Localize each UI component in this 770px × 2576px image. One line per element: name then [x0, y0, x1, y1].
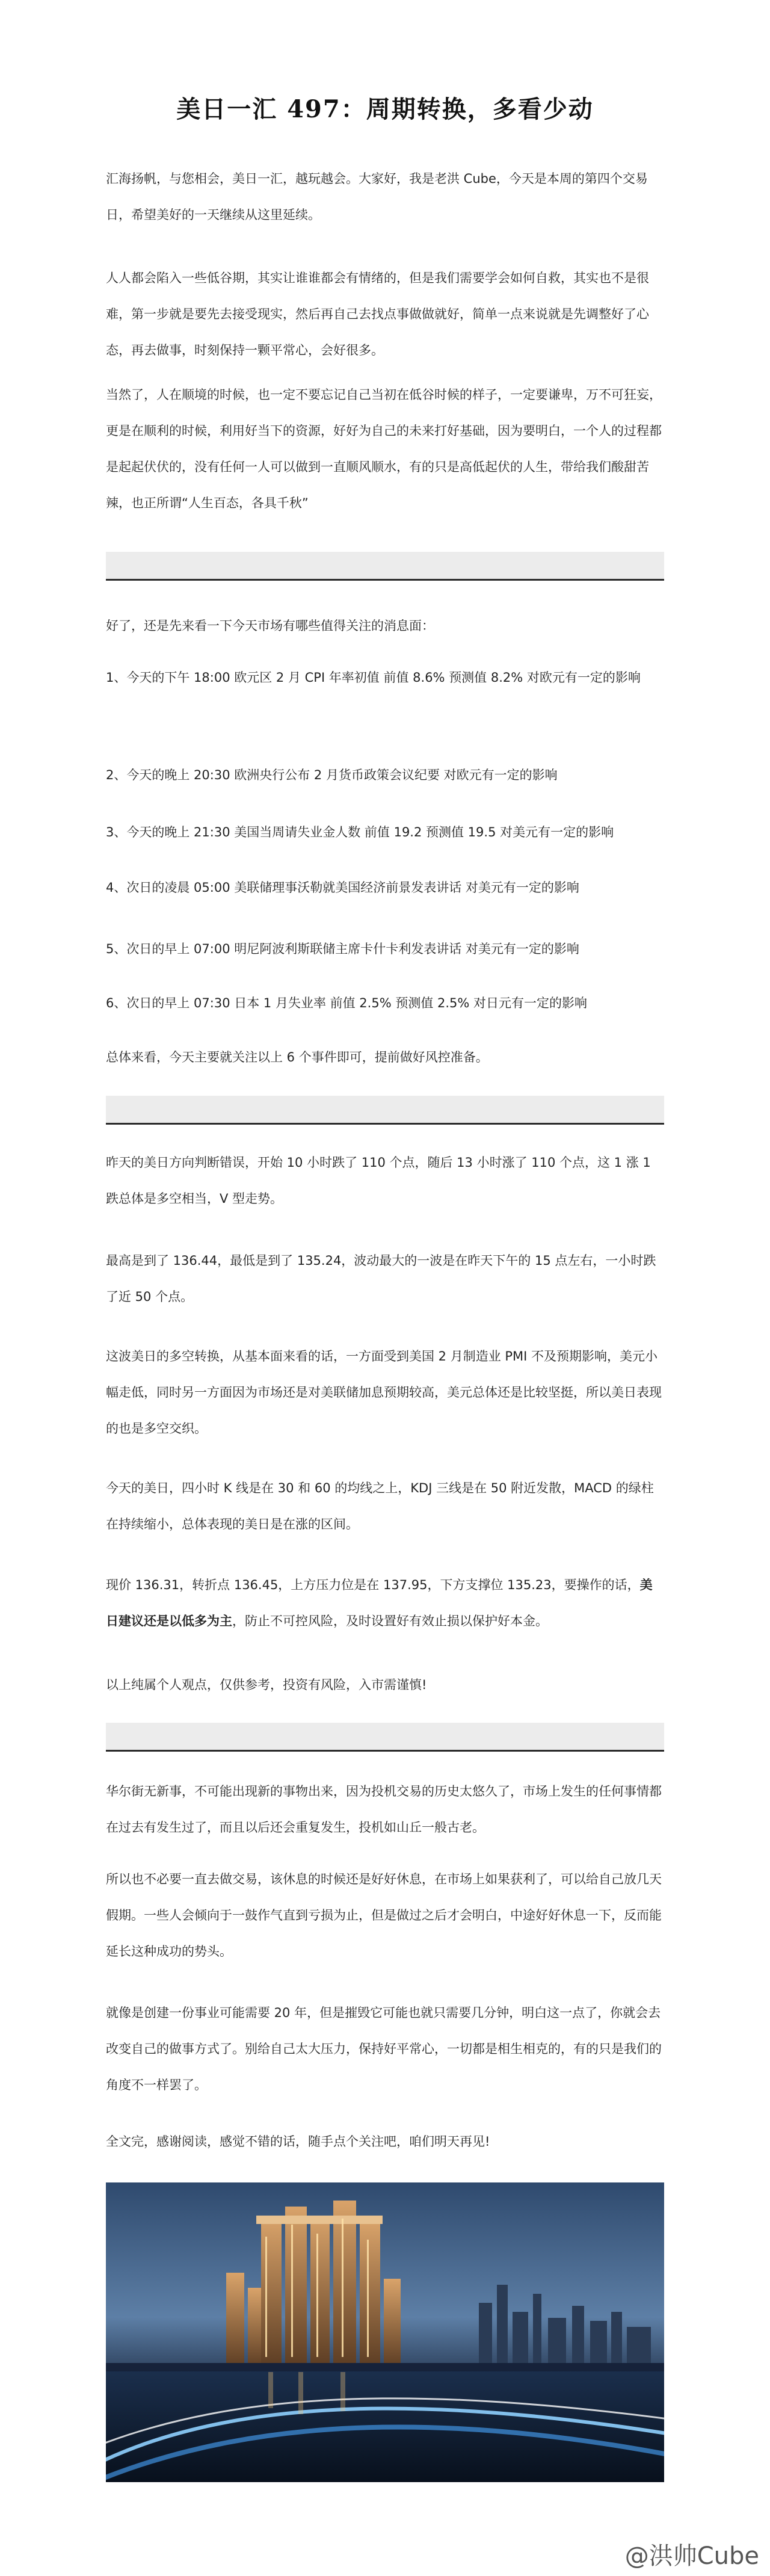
event-item: 5、次日的早上 07:00 明尼阿波利斯联储主席卡什卡利发表讲话 对美元有一定的影响 — [106, 942, 579, 956]
events-intro: 好了，还是先来看一下今天市场有哪些值得关注的消息面： — [106, 619, 434, 633]
section-divider — [106, 552, 664, 581]
intro-paragraph: 当然了，人在顺境的时候，也一定不要忘记自己当初在低谷时候的样子，一定要谦卑，万不可狂妄，更是在顺利的时候，利用好当下的资源，好好为自己的未来打好基础，因为要明白，一个人的过程都是起起伏伏的，没有任何一人可以做到一直顺风顺水，有的只是高低起伏的人生，带给我们酸甜苦辣，也正所谓“人生百态，各具千秋” — [106, 388, 662, 510]
analysis-paragraph: 昨天的美日方向判断错误，开始 10 小时跌了 110 个点，随后 13 小时涨了 110 个点，这 1 涨 1 跌总体是多空相当，V 型走势。 — [106, 1155, 651, 1206]
disclaimer-text: 以上纯属个人观点，仅供参考，投资有风险，入市需谨慎! — [106, 1678, 427, 1692]
analysis-paragraph: 这波美日的多空转换，从基本面来看的话，一方面受到美国 2 月制造业 PMI 不及预期影响，美元小幅走低，同时另一方面因为市场还是对美联储加息预期较高，美元总体还是比较坚挺，所以美日表现的也是多空交织。 — [106, 1349, 662, 1436]
strategy-text: ，防止不可控风险，及时设置好有效止损以保护好本金。 — [232, 1614, 548, 1628]
intro-paragraph: 人人都会陷入一些低谷期，其实让谁谁都会有情绪的，但是我们需要学会如何自救，其实也不是很难，第一步就是要先去接受现实，然后再自己去找点事做做就好，简单一点来说就是先调整好了心态，再去做事，时刻保持一颗平常心，会好很多。 — [106, 271, 649, 357]
section-divider — [106, 1723, 664, 1752]
event-item: 1、今天的下午 18:00 欧元区 2 月 CPI 年率初值 前值 8.6% 预测值 8.2% 对欧元有一定的影响 — [106, 670, 641, 685]
event-item: 2、今天的晚上 20:30 欧洲央行公布 2 月货币政策会议纪要 对欧元有一定的影响 — [106, 768, 558, 782]
event-item: 6、次日的早上 07:30 日本 1 月失业率 前值 2.5% 预测值 2.5% 对日元有一定的影响 — [106, 996, 588, 1010]
article-title: 美日一汇 497：周期转换，多看少动 — [176, 95, 594, 123]
analysis-paragraph: 今天的美日，四小时 K 线是在 30 和 60 的均线之上，KDJ 三线是在 50 附近发散，MACD 的绿柱在持续缩小，总体表现的美日是在涨的区间。 — [106, 1481, 654, 1531]
divider-line — [106, 1123, 664, 1125]
strategy-highlight: 美日建议还是以低多为主 — [106, 1578, 653, 1628]
event-item: 4、次日的凌晨 05:00 美联储理事沃勒就美国经济前景发表讲话 对美元有一定的影响 — [106, 880, 579, 895]
cityscape-night-photo — [106, 2182, 664, 2482]
section-divider — [106, 1096, 664, 1125]
closing-paragraph: 就像是创建一份事业可能需要 20 年，但是摧毁它可能也就只需要几分钟，明白这一点了，你就会去改变自己的做事方式了。别给自己太大压力，保持好平常心，一切都是相生相克的，有的只是我们的角度不一样罢了。 — [106, 2006, 662, 2092]
divider-line — [106, 1750, 664, 1752]
intro-paragraph: 汇海扬帆，与您相会，美日一汇，越玩越会。大家好，我是老洪 Cube，今天是本周的第四个交易日，希望美好的一天继续从这里延续。 — [106, 171, 648, 222]
event-item: 3、今天的晚上 21:30 美国当周请失业金人数 前值 19.2 预测值 19.5 对美元有一定的影响 — [106, 825, 614, 839]
divider-line — [106, 579, 664, 581]
analysis-paragraph: 最高是到了 136.44，最低是到了 135.24，波动最大的一波是在昨天下午的 15 点左右，一小时跌了近 50 个点。 — [106, 1253, 656, 1304]
events-summary: 总体来看，今天主要就关注以上 6 个事件即可，提前做好风控准备。 — [106, 1050, 488, 1064]
closing-paragraph: 所以也不必要一直去做交易，该休息的时候还是好好休息，在市场上如果获利了，可以给自己放几天假期。一些人会倾向于一鼓作气直到亏损为止，但是做过之后才会明白，中途好好休息一下，反而能延长这种成功的势头。 — [106, 1872, 662, 1959]
author-watermark: @洪帅Cube — [624, 2542, 759, 2570]
strategy-text: 现价 136.31，转折点 136.45，上方压力位是在 137.95，下方支撑位 135.23，要操作的话， — [106, 1578, 640, 1592]
closing-paragraph: 华尔街无新事，不可能出现新的事物出来，因为投机交易的历史太悠久了，市场上发生的任何事情都在过去有发生过了，而且以后还会重复发生，投机如山丘一般古老。 — [106, 1784, 662, 1835]
farewell-text: 全文完，感谢阅读，感觉不错的话，随手点个关注吧，咱们明天再见! — [106, 2134, 490, 2149]
strategy-paragraph — [106, 1567, 664, 1639]
